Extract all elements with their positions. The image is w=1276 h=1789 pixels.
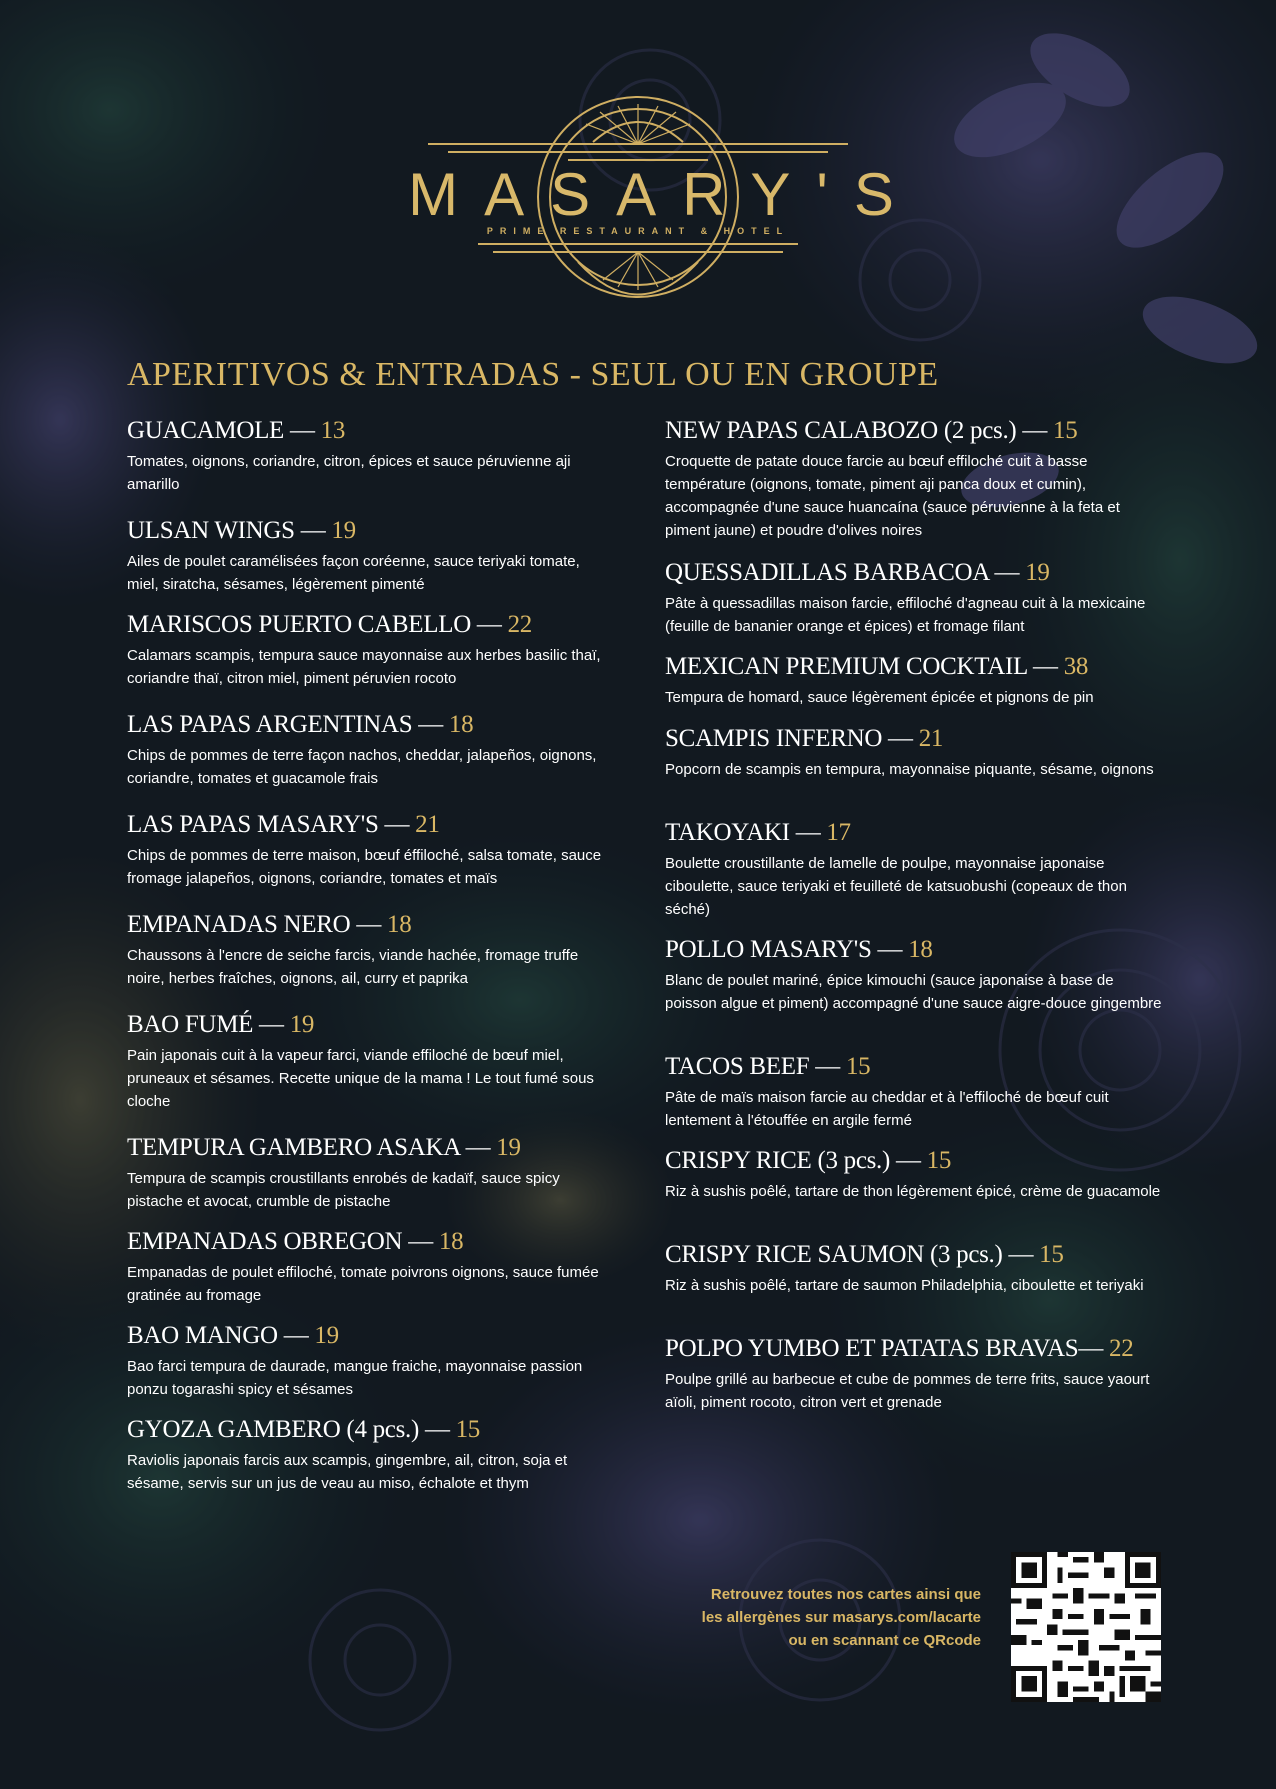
menu-item [665,818,1165,921]
menu-item [127,516,607,596]
brand-tagline: PRIME RESTAURANT & HOTEL [486,226,790,236]
item-description: Boulette croustillante de lamelle de poulpe, mayonnaise japonaise ciboulette, sauce teriyaki et feuilleté de katsuobushi (copeaux de thon séché) [665,855,1127,918]
item-title [665,724,1165,754]
item-name: MEXICAN PREMIUM COCKTAIL — [665,653,1058,680]
item-price: 38 [1063,653,1089,680]
item-price: 22 [507,611,532,638]
menu-item [665,1240,1165,1297]
qr-info-text [641,1583,981,1652]
item-title [127,416,607,446]
item-description: Raviolis japonais farcis aux scampis, gingembre, ail, citron, soja et sésame, servis sur un jus de veau au miso, échalote et thym [127,1452,568,1492]
item-price: 22 [1109,1335,1134,1362]
item-price: 21 [415,811,440,838]
item-price: 19 [331,517,356,544]
menu-item [127,1415,607,1495]
item-description: Blanc de poulet mariné, épice kimouchi (sauce japonaise à base de poisson algue et piment) accompagné d'une sauce aigre-douce gingembre [665,972,1162,1012]
menu-item [127,610,607,690]
item-name: CRISPY RICE (3 pcs.) — [665,1147,921,1174]
item-description: Croquette de patate douce farcie au bœuf effiloché cuit à basse température (oignons, tomate, piment aji panca doux et cumin), accompagnée d'une sauce huancaína (sauce péruvienne à la feta et piment jaune) et poudre d'olives noires [665,453,1120,539]
menu-item [665,1146,1165,1203]
item-price: 19 [496,1134,521,1161]
item-description: Tempura de homard, sauce légèrement épicée et pignons de pin [665,689,1094,706]
menu-item [665,652,1165,709]
item-name: QUESSADILLAS BARBACOA — [665,559,1020,586]
item-description: Poulpe grillé au barbecue et cube de pommes de terre frits, sauce yaourt aïoli, piment rocoto, citron vert et grenade [665,1371,1150,1411]
item-description: Riz à sushis poêlé, tartare de thon légèrement épicé, crème de guacamole [665,1183,1161,1200]
item-name: EMPANADAS NERO — [127,911,382,938]
item-price: 18 [908,936,933,963]
item-description: Calamars scampis, tempura sauce mayonnaise aux herbes basilic thaï, coriandre thaï, citron miel, piment péruvien rocoto [127,647,601,687]
menu-item [127,416,607,496]
item-description: Tempura de scampis croustillants enrobés de kadaïf, sauce spicy pistache et avocat, crumble de pistache [127,1170,560,1210]
item-title [665,416,1165,446]
menu-item [127,1010,607,1113]
item-description: Pâte de maïs maison farcie au cheddar et à l'effiloché de bœuf cuit lentement à l'étouffée en argile fermé [665,1089,1109,1129]
item-name: TACOS BEEF — [665,1053,840,1080]
menu-item [127,710,607,790]
item-price: 17 [826,819,851,846]
item-title [127,1010,607,1040]
item-price: 21 [918,725,944,752]
qr-text-line: Retrouvez toutes nos cartes ainsi que [710,1586,981,1603]
menu-item [127,1227,607,1307]
item-description: Riz à sushis poêlé, tartare de saumon Philadelphia, ciboulette et teriyaki [665,1277,1144,1294]
item-name: NEW PAPAS CALABOZO (2 pcs.) — [665,417,1048,444]
item-price: 15 [845,1053,871,1080]
item-price: 18 [387,911,412,938]
item-title [665,1334,1165,1364]
item-name: MARISCOS PUERTO CABELLO — [127,611,502,638]
item-name: CRISPY RICE SAUMON (3 pcs.) — [665,1241,1034,1268]
item-price: 13 [320,417,346,444]
item-name: ULSAN WINGS — [127,517,326,544]
item-name: POLPO YUMBO ET PATATAS BRAVAS— [665,1335,1104,1362]
item-description: Chips de pommes de terre maison, bœuf éffiloché, salsa tomate, sauce fromage jalapeños, oignons, coriandre, tomates et maïs [127,847,602,887]
item-name: BAO FUMÉ — [127,1011,284,1038]
brand-name: MASARY'S [408,161,920,228]
menu-item [665,558,1165,638]
qr-code-icon[interactable] [1011,1552,1161,1702]
menu-item [127,1133,607,1213]
item-description: Chips de pommes de terre façon nachos, cheddar, jalapeños, oignons, coriandre, tomates et guacamole frais [127,747,597,787]
item-title [665,818,1165,848]
item-name: TEMPURA GAMBERO ASAKA — [127,1134,491,1161]
item-name: BAO MANGO — [127,1322,309,1349]
item-title [127,516,607,546]
item-price: 15 [1053,417,1078,444]
item-title [127,810,607,840]
item-title [127,610,607,640]
menu-item [665,1052,1165,1132]
section-title: APERITIVOS & ENTRADAS - SEUL OU EN GROUPE [127,356,939,393]
menu-item [665,724,1165,781]
item-title [665,935,1165,965]
item-description: Tomates, oignons, coriandre, citron, épices et sauce péruvienne aji amarillo [127,453,571,493]
item-name: SCAMPIS INFERNO — [665,725,913,752]
logo [0,0,1276,330]
menu-item [665,1334,1165,1414]
item-title [665,1240,1165,1270]
item-title [127,1321,607,1351]
item-price: 18 [448,711,474,738]
menu-item [127,1321,607,1401]
item-description: Ailes de poulet caramélisées façon coréenne, sauce teriyaki tomate, miel, siratcha, sésames, légèrement pimenté [127,553,580,593]
item-title [665,1052,1165,1082]
qr-text-line[interactable]: les allergènes sur masarys.com/lacarte [701,1609,981,1626]
item-description: Popcorn de scampis en tempura, mayonnaise piquante, sésame, oignons [665,761,1154,778]
item-description: Bao farci tempura de daurade, mangue fraiche, mayonnaise passion ponzu togarashi spicy et sésames [127,1358,583,1398]
item-price: 19 [1025,559,1050,586]
item-description: Empanadas de poulet effiloché, tomate poivrons oignons, sauce fumée gratinée au fromage [127,1264,599,1304]
item-name: EMPANADAS OBREGON — [127,1228,433,1255]
item-price: 19 [314,1322,339,1349]
item-description: Pain japonais cuit à la vapeur farci, viande effiloché de bœuf miel, pruneaux et sésames. Recette unique de la mama ! Le tout fumé sous cloche [127,1047,594,1110]
item-price: 15 [455,1416,481,1443]
item-name: POLLO MASARY'S — [665,936,903,963]
item-price: 19 [289,1011,315,1038]
item-description: Pâte à quessadillas maison farcie, effiloché d'agneau cuit à la mexicaine (feuille de bananier orange et épices) et fromage filant [665,595,1146,635]
item-title [127,1227,607,1257]
item-name: LAS PAPAS MASARY'S — [127,811,410,838]
item-price: 15 [926,1147,952,1174]
menu-item [127,910,607,990]
item-name: GYOZA GAMBERO (4 pcs.) — [127,1416,450,1443]
item-description: Chaussons à l'encre de seiche farcis, viande hachée, fromage truffe noire, herbes fraîches, oignons, ail, curry et paprika [127,947,579,987]
item-title [665,558,1165,588]
item-price: 15 [1039,1241,1064,1268]
menu-item [665,416,1165,542]
item-name: TAKOYAKI — [665,819,821,846]
qr-text-line: ou en scannant ce QRcode [788,1632,981,1649]
item-title [665,652,1165,682]
item-price: 18 [438,1228,464,1255]
item-title [665,1146,1165,1176]
item-name: GUACAMOLE — [127,417,315,444]
menu-item [127,810,607,890]
item-title [127,1415,607,1445]
item-name: LAS PAPAS ARGENTINAS — [127,711,443,738]
item-title [127,1133,607,1163]
menu-item [665,935,1165,1015]
item-title [127,910,607,940]
item-title [127,710,607,740]
